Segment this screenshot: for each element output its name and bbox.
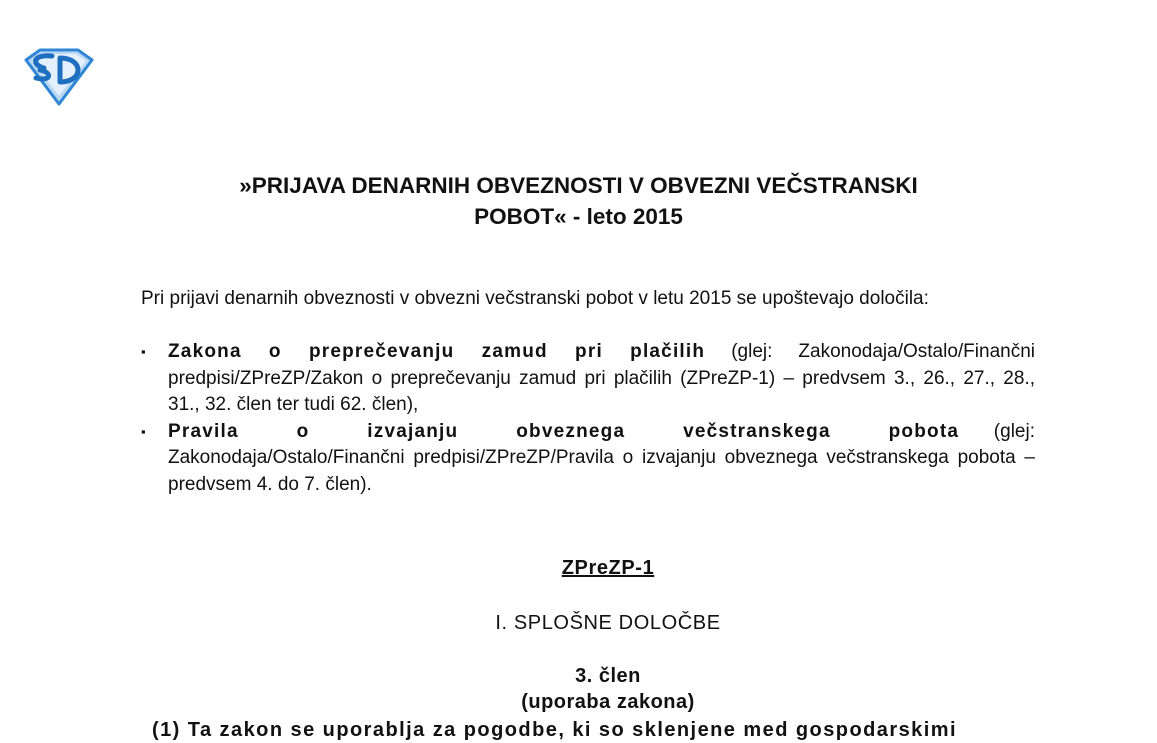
- chapter-heading: I. SPLOŠNE DOLOČBE: [495, 612, 721, 634]
- intro-paragraph: Pri prijavi denarnih obveznosti v obvezni večstranski pobot v letu 2015 se upoštevajo določila:: [141, 288, 929, 309]
- regulation-reference: (glej: Zakonodaja/Ostalo/Finančni predpisi/ZPreZP/Zakon o preprečevanju zamud pri plačilih (ZPreZP-1) – predvsem 3., 26., 27., 28., 31., 32. člen ter tudi 62. člen),: [168, 341, 1035, 415]
- bullet-icon: ▪: [141, 423, 146, 439]
- article-subtitle: (uporaba zakona): [521, 691, 695, 713]
- article-number: 3. člen: [575, 665, 641, 687]
- law-heading: ZPreZP-1: [561, 557, 655, 579]
- bullet-icon: ▪: [141, 344, 146, 359]
- article-paragraph: (1) Ta zakon se uporablja za pogodbe, ki so sklenjene med gospodarskimi: [152, 719, 957, 741]
- title-line-1: »PRIJAVA DENARNIH OBVEZNOSTI V OBVEZNI VEČSTRANSKI: [239, 173, 918, 198]
- company-logo: [22, 48, 96, 106]
- regulation-list: [141, 339, 1035, 498]
- regulation-name: Pravila o izvajanju obveznega večstranskega pobota: [168, 420, 960, 442]
- regulation-reference: (glej: Zakonodaja/Ostalo/Finančni predpisi/ZPreZP/Pravila o izvajanju obveznega večstranskega pobota – predvsem 4. do 7. člen).: [168, 420, 1035, 495]
- list-item: [141, 419, 1035, 499]
- title-line-2: POBOT« - leto 2015: [474, 204, 683, 229]
- list-item: [141, 339, 1035, 419]
- document-title: [120, 170, 1037, 232]
- regulation-name: Zakona o preprečevanju zamud pri plačilih: [168, 341, 706, 362]
